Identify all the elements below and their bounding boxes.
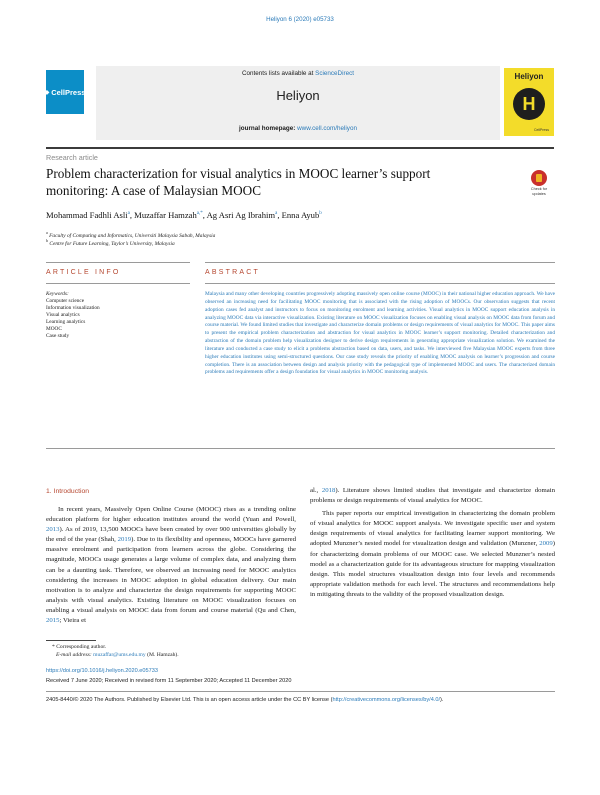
- citation-link[interactable]: 2015: [46, 617, 60, 625]
- intro-paragraph: al., 2018). Literature shows limited studies that investigate and characterize domain problems or design requirements of visual analytics for MOOC.: [310, 487, 556, 505]
- affiliation: $^a$ Faculty of Computing and Informatics, Universiti Malaysia Sabah, Malaysia: [46, 230, 216, 239]
- cover-footer: CellPress: [534, 128, 549, 132]
- author: Ag Asri Ag Ibrahim: [206, 210, 276, 220]
- keyword: Case study: [46, 333, 70, 339]
- citation-link[interactable]: 2013: [46, 526, 60, 534]
- license-rule: [46, 691, 555, 692]
- author-affil-mark[interactable]: a: [275, 211, 278, 217]
- header-rule: [46, 147, 554, 149]
- abstract-text: Malaysia and many other developing countries progressively adopting massively open online course (MOOC) in their national higher education approach. We have observed an increasing need for facilitating MOOC monitoring that is associated with the rising adoption of MOOCs. Our observation suggests that recent adoption cases fed analyst and instructors to focus on monitoring enrolment and learning activities. Visual analytics in MOOC support education analysis in analyzing MOOC data via interactive visualization. Existing literature on MOOC visualization focuses on enabling visual analysis on MOOC data from forum and course material. We found limited studies that investigate and characterize domain problems or design requirements of visual analytics for MOOC. This paper aims to present the empirical problem characterization and abstraction for visual analytics in MOOC learner’s support monitoring. Detailed characterization and abstraction of the domain problem help visualization designer to derive design requirements in generating appropriate visualization solution. We examined the literature and conducted a case study to elicit a problems abstraction based on data, users, and tasks. We interviewed five Malaysian MOOC experts from three higher education institutes using semi-structured questions. Our case study reveals the priority of enabling MOOC analysis on learner’s progression and course completion. There is an association between design and analysis priority with the pedagogical type of implemented MOOC and users. The characterized domain problems and requirements offer a design foundation for visual analytics in MOOC monitoring analysis.: [205, 291, 555, 376]
- email-note: E-mail address: muzaffar@ums.edu.my (M. Hamzah).: [56, 652, 179, 658]
- author-affil-mark[interactable]: a,*: [196, 211, 203, 217]
- author: Muzaffar Hamzah: [134, 210, 197, 220]
- citation-link[interactable]: 2009: [539, 540, 553, 548]
- contents-prefix: Contents lists available at: [241, 70, 316, 77]
- keyword: Information visualization: [46, 305, 100, 311]
- cellpress-logo-text: CellPress: [51, 87, 86, 97]
- article-info-rule-top: [46, 262, 190, 263]
- introduction-heading: 1. Introduction: [46, 488, 90, 495]
- homepage-prefix: journal homepage:: [239, 125, 298, 132]
- author: Enna Ayub: [281, 210, 320, 220]
- citation-link[interactable]: 2019: [117, 536, 132, 544]
- homepage-link[interactable]: www.cell.com/heliyon: [297, 125, 357, 132]
- author-list: Mohammad Fadhli Asli$^a$, Muzaffar Hamzah$^{a,*}$, Ag Asri Ag Ibrahim$^a$, Enna Ayub$^b$: [46, 210, 322, 220]
- right-column: [310, 486, 555, 600]
- cover-title: Heliyon: [514, 72, 544, 81]
- cover-h-icon: [513, 88, 545, 120]
- citation-link[interactable]: 2018: [321, 487, 336, 494]
- sciencedirect-link[interactable]: ScienceDirect: [315, 70, 354, 77]
- abstract-bottom-rule: [46, 448, 555, 449]
- contents-line: [96, 70, 500, 77]
- intro-paragraph: This paper reports our empirical investigation in characterizing the domain problem of visual analytics for MOOC support analysis. We investigate specific user and system design requirements of visual analytics for facilitating learner support monitoring. We adopted Munzner’s nested model for visualization design and validation (Munzner, 2009) for characterizing domain problems of our MOOC case. We selected Munzner’s nested model as a characterization guide for its advantageous structure for mapping visualization design. This model structures visualization design into four levels and recommends appropriate validation methods for each level. The structures and recommendations help in mitigating threats to the validity of the proposed visualization design.: [310, 510, 555, 598]
- doi-link[interactable]: https://doi.org/10.1016/j.heliyon.2020.e05733: [46, 668, 158, 674]
- crossmark-icon: [531, 170, 547, 186]
- keywords-title: Keywords:: [46, 291, 69, 297]
- article-type: Research article: [46, 153, 98, 162]
- article-info-rule: [46, 283, 190, 284]
- cellpress-logo: [46, 70, 84, 114]
- email-link[interactable]: muzaffar@ums.edu.my: [93, 652, 146, 658]
- article-info-heading: ARTICLE INFO: [46, 269, 121, 276]
- license-note: 2405-8440/© 2020 The Authors. Published by Elsevier Ltd. This is an open access article under the CC BY license (http://creativecommons.org/licenses/by/4.0/).: [46, 697, 444, 703]
- abstract-rule-top: [205, 262, 555, 263]
- homepage-line: [96, 125, 500, 132]
- author-affil-mark[interactable]: b: [319, 211, 322, 217]
- intro-paragraph: In recent years, Massively Open Online Course (MOOC) rises as a trending online education platform for higher education institutes around the world (Yuan and Powell, 2013). As of 2019, 13,500 MOOCs have been created by over 900 universities globally by the end of the year (Shah, 2019). Due to its flexibility and openness, MOOCs have garnered massive enrolment and participation from learners across the globe. Considering the magnitude, MOOCs usage generates a large volume of complex data, and analyzing them can be a daunting task. Therefore, we observed an increasing need for MOOC analytics considering the increases in MOOC adoption in global education delivery. Our main motivation is to analyze and characterize the design requirements for supporting MOOC analysis with visual analytics. Existing literature on MOOC visualization focuses on enabling a visual analysis on MOOC data from forum and course material (Qu and Chen, 2015; Vieira et: [46, 506, 296, 625]
- abstract-rule: [205, 283, 555, 284]
- journal-cover: [504, 68, 554, 136]
- article-title: Problem characterization for visual analytics in MOOC learner’s support monitoring: A case of Malaysian MOOC: [46, 166, 431, 198]
- left-column: [46, 505, 296, 626]
- crossmark-label: Check for updates: [530, 187, 548, 196]
- keyword: Computer science: [46, 298, 85, 304]
- author-affil-mark[interactable]: a: [127, 211, 130, 217]
- author: Mohammad Fadhli Asli: [46, 210, 128, 220]
- corresponding-note: * Corresponding author.: [52, 644, 107, 650]
- journal-name: Heliyon: [276, 88, 320, 103]
- keyword: Visual analytics: [46, 312, 80, 318]
- cellpress-mark-icon: ◆: [44, 89, 50, 96]
- license-link[interactable]: http://creativecommons.org/licenses/by/4.0/: [332, 697, 441, 703]
- affiliation: $^b$ Centre for Future Learning, Taylor’s University, Malaysia: [46, 238, 175, 247]
- crossmark-badge[interactable]: [526, 170, 552, 196]
- cover-letter: H: [522, 93, 536, 114]
- keyword: Learning analytics: [46, 319, 86, 325]
- journal-reference[interactable]: Heliyon 6 (2020) e05733: [266, 16, 334, 23]
- keyword: MOOC: [46, 326, 62, 332]
- footnote-rule: [46, 640, 96, 641]
- abstract-heading: ABSTRACT: [205, 269, 260, 276]
- received-dates: Received 7 June 2020; Received in revised form 11 September 2020; Accepted 11 December 2020: [46, 678, 292, 684]
